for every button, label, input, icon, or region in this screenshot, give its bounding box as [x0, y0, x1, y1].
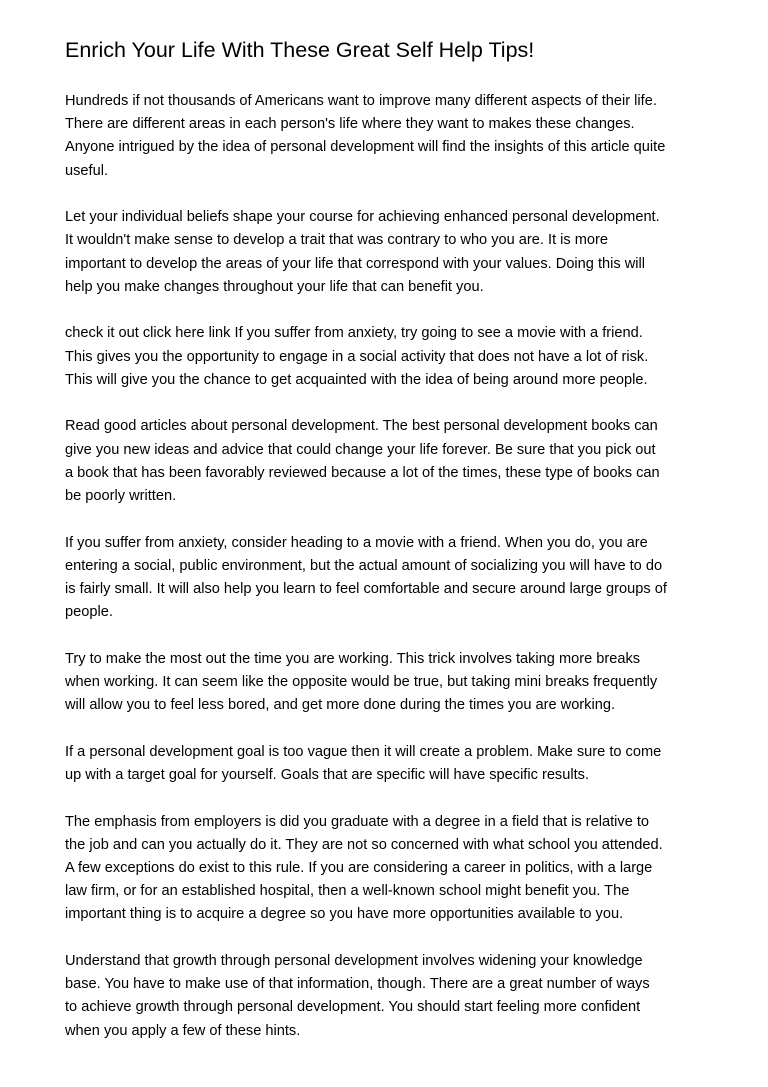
- paragraph-line: This gives you the opportunity to engage in a social activity that does not have a lot of risk.: [65, 348, 649, 365]
- paragraph-line: There are different areas in each person's life where they want to makes these changes.: [65, 116, 635, 133]
- paragraph-line: Hundreds if not thousands of Americans want to improve many different aspects of their life.: [65, 93, 657, 109]
- paragraph-line: to achieve growth through personal development. You should start feeling more confident: [65, 999, 641, 1016]
- paragraph: [65, 322, 710, 392]
- paragraph-line: A few exceptions do exist to this rule. If you are considering a career in politics, with a large: [65, 860, 653, 877]
- paragraph-line: be poorly written.: [65, 488, 177, 505]
- paragraph-line: important thing is to acquire a degree so you have more opportunities available to you.: [65, 906, 624, 923]
- paragraph-line: Try to make the most out the time you are working. This trick involves taking more breaks: [65, 650, 641, 667]
- paragraph-line: will allow you to feel less bored, and get more done during the times you are working.: [65, 697, 615, 714]
- paragraph: [65, 741, 710, 787]
- paragraph-line: important to develop the areas of your life that correspond with your values. Doing this will: [65, 255, 645, 272]
- paragraph-line: Anyone intrigued by the idea of personal development will find the insights of this article quite: [65, 139, 666, 156]
- paragraph-line: is fairly small. It will also help you learn to feel comfortable and secure around large groups of: [65, 581, 667, 598]
- paragraph: [65, 811, 710, 927]
- paragraph-line: If you suffer from anxiety, consider heading to a movie with a friend. When you do, you are: [65, 534, 648, 551]
- paragraph-line: people.: [65, 604, 113, 621]
- paragraph-line: If a personal development goal is too vague then it will create a problem. Make sure to come: [65, 743, 662, 760]
- paragraph-line: a book that has been favorably reviewed because a lot of the times, these type of books can: [65, 464, 660, 481]
- paragraph: [65, 206, 710, 299]
- paragraph-line: check it out click here link If you suffer from anxiety, try going to see a movie with a friend.: [65, 325, 643, 342]
- paragraph: [65, 648, 710, 718]
- paragraph-line: the job and can you actually do it. They are not so concerned with what school you attended.: [65, 836, 663, 853]
- paragraph: [65, 950, 710, 1043]
- paragraph-line: Understand that growth through personal development involves widening your knowledge: [65, 953, 643, 970]
- paragraph-line: base. You have to make use of that information, though. There are a great number of ways: [65, 976, 650, 993]
- paragraph: [65, 532, 710, 625]
- paragraph: [65, 90, 710, 183]
- page-title: Enrich Your Life With These Great Self Help Tips!: [65, 38, 535, 62]
- paragraph-line: The emphasis from employers is did you graduate with a degree in a field that is relative to: [65, 813, 650, 830]
- paragraph-line: entering a social, public environment, but the actual amount of socializing you will have to do: [65, 557, 663, 574]
- document-body: [65, 90, 710, 1043]
- paragraph-line: when you apply a few of these hints.: [65, 1022, 301, 1039]
- paragraph-line: Let your individual beliefs shape your course for achieving enhanced personal development.: [65, 209, 660, 226]
- paragraph-line: This will give you the chance to get acquainted with the idea of being around more people.: [65, 371, 648, 388]
- paragraph-line: useful.: [65, 162, 108, 179]
- paragraph-line: law firm, or for an established hospital, then a well-known school might benefit you. The: [65, 883, 630, 900]
- paragraph-line: when working. It can seem like the opposite would be true, but taking mini breaks frequently: [65, 674, 658, 691]
- paragraph-line: Read good articles about personal development. The best personal development books can: [65, 418, 658, 435]
- paragraph-line: up with a target goal for yourself. Goals that are specific will have specific results.: [65, 767, 589, 784]
- document-page: [65, 36, 710, 1066]
- paragraph-line: help you make changes throughout your life that can benefit you.: [65, 278, 484, 295]
- paragraph: [65, 415, 710, 508]
- paragraph-line: It wouldn't make sense to develop a trait that was contrary to who you are. It is more: [65, 232, 609, 249]
- paragraph-line: give you new ideas and advice that could change your life forever. Be sure that you pick out: [65, 441, 656, 458]
